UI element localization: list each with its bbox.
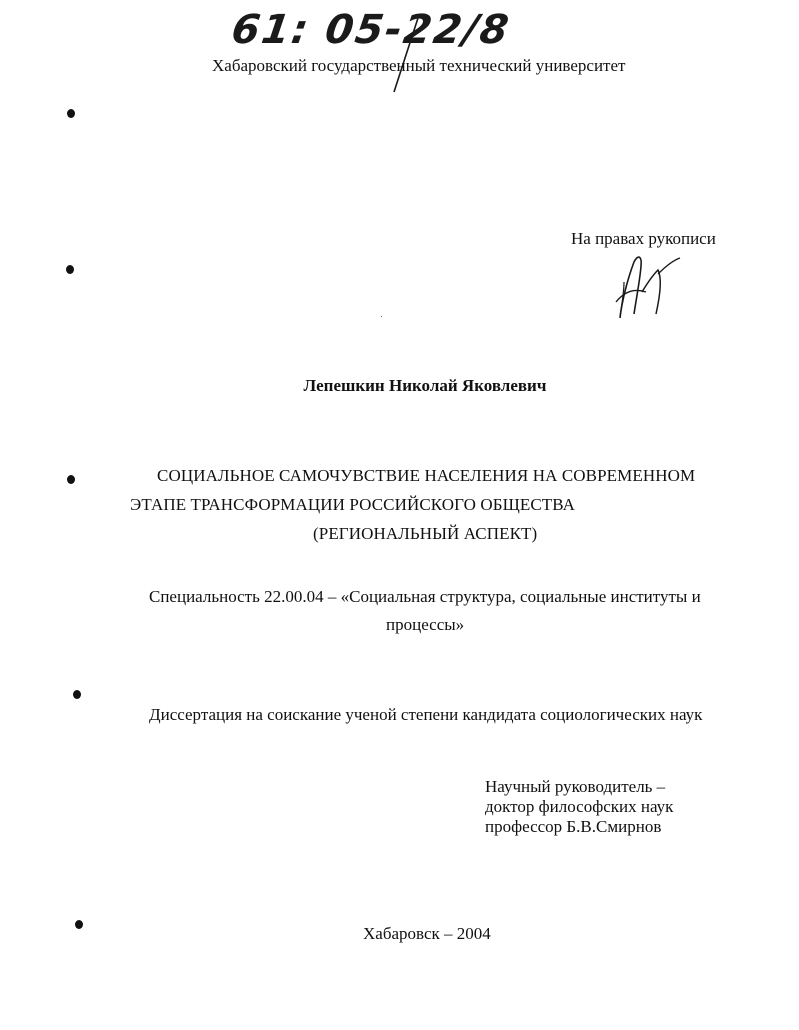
rights-note: На правах рукописи	[571, 229, 716, 248]
degree-statement: Диссертация на соискание ученой степени кандидата социологических наук	[149, 705, 703, 724]
university-name: Хабаровский государственный технический университет	[212, 56, 626, 75]
binder-hole	[67, 475, 75, 484]
signature	[612, 252, 692, 322]
scan-speck	[381, 316, 382, 317]
stamp-slash-stroke	[388, 14, 428, 94]
city-year: Хабаровск – 2004	[363, 924, 491, 943]
binder-hole	[66, 265, 74, 274]
specialty-line: Специальность 22.00.04 – «Социальная структура, социальные институты и	[149, 587, 701, 606]
advisor-line: Научный руководитель –	[485, 777, 666, 796]
dissertation-title-line: (РЕГИОНАЛЬНЫЙ АСПЕКТ)	[313, 524, 538, 543]
binder-hole	[73, 690, 81, 699]
dissertation-title-line: СОЦИАЛЬНОЕ САМОЧУВСТВИЕ НАСЕЛЕНИЯ НА СОВРЕМЕННОМ	[157, 466, 696, 485]
advisor-line: профессор Б.В.Смирнов	[485, 817, 662, 836]
advisor-line: доктор философских наук	[485, 797, 674, 816]
author-name: Лепешкин Николай Яковлевич	[303, 376, 547, 395]
specialty-line: процессы»	[386, 615, 465, 634]
binder-hole	[75, 920, 83, 929]
binder-hole	[67, 109, 75, 118]
dissertation-title-line: ЭТАПЕ ТРАНСФОРМАЦИИ РОССИЙСКОГО ОБЩЕСТВА	[130, 495, 576, 514]
archive-stamp: 61: 05-22/8	[228, 7, 514, 53]
